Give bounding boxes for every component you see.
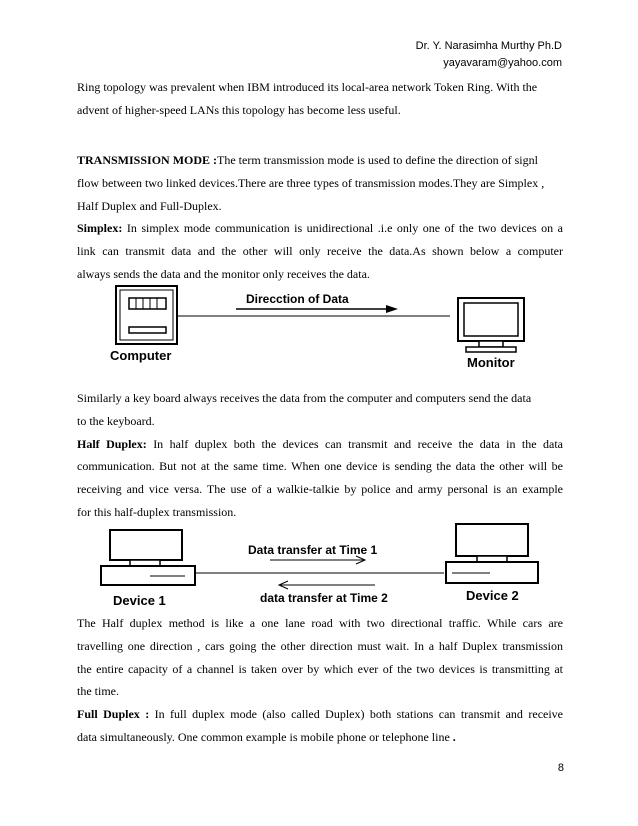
text-line: Half Duplex: In half duplex both the devices can transmit and receive the data in the data bbox=[77, 436, 563, 451]
text-line: the time. bbox=[77, 684, 119, 699]
device1-label: Device 1 bbox=[113, 593, 166, 608]
text-line: Simplex: In simplex mode communication is unidirectional .i.e only one of the two devices on a bbox=[77, 221, 563, 236]
direction-label: Direcction of Data bbox=[246, 292, 349, 306]
text-line: Similarly a key board always receives the data from the computer and computers send the data bbox=[77, 391, 532, 405]
device2-label: Device 2 bbox=[466, 588, 519, 603]
text-line: travelling one direction , cars going the other direction must wait. In a half Duplex transmission bbox=[77, 638, 563, 653]
device2-icon bbox=[446, 524, 538, 583]
text-line: always sends the data and the monitor only receives the data. bbox=[77, 266, 370, 281]
section-heading: TRANSMISSION MODE : bbox=[77, 153, 218, 167]
section-heading: Half Duplex: bbox=[77, 436, 147, 451]
text-line: Ring topology was prevalent when IBM introduced its local-area network Token Ring. With the bbox=[77, 80, 538, 94]
text-line: advent of higher-speed LANs this topology has become less useful. bbox=[77, 102, 401, 117]
page-number: 8 bbox=[557, 762, 564, 774]
text-line: The Half duplex method is like a one lane road with two directional traffic. While cars are bbox=[77, 616, 563, 630]
section-heading: Full Duplex : bbox=[77, 707, 150, 722]
text-line: for this half-duplex transmission. bbox=[77, 504, 237, 519]
time2-label: data transfer at Time 2 bbox=[260, 591, 388, 605]
text-line: Full Duplex : In full duplex mode (also called Duplex) both stations can transmit and receive bbox=[77, 707, 564, 722]
author-email: yayavaram@yahoo.com bbox=[443, 57, 562, 69]
traffic-paragraph bbox=[77, 612, 563, 749]
text-line: communication. But not at the same time. When one device is sending the data the other will be bbox=[77, 459, 563, 474]
text-line: data simultaneously. One common example is mobile phone or telephone line . bbox=[77, 729, 456, 744]
text-line: receiving and vice versa. The use of a walkie-talkie by police and army personal is an example bbox=[77, 482, 563, 497]
text-line: the entire capacity of a channel is taken over by which ever of the two devices is transmitting at bbox=[77, 661, 563, 676]
text-line: Half Duplex and Full-Duplex. bbox=[77, 198, 222, 213]
text-line: to the keyboard. bbox=[77, 413, 155, 428]
device1-icon bbox=[101, 530, 195, 585]
text-line: link can transmit data and the other will only receive the data.As shown below a computer bbox=[77, 244, 563, 259]
time1-label: Data transfer at Time 1 bbox=[248, 543, 378, 557]
text-line: TRANSMISSION MODE :The term transmission mode is used to define the direction of signl bbox=[77, 153, 538, 167]
section-heading: Simplex: bbox=[77, 221, 123, 236]
monitor-label: Monitor bbox=[467, 355, 515, 370]
author-name: Dr. Y. Narasimha Murthy Ph.D bbox=[415, 40, 562, 52]
computer-label: Computer bbox=[110, 348, 172, 363]
text-line: flow between two linked devices.There are three types of transmission modes.They are Simplex , bbox=[77, 175, 545, 190]
